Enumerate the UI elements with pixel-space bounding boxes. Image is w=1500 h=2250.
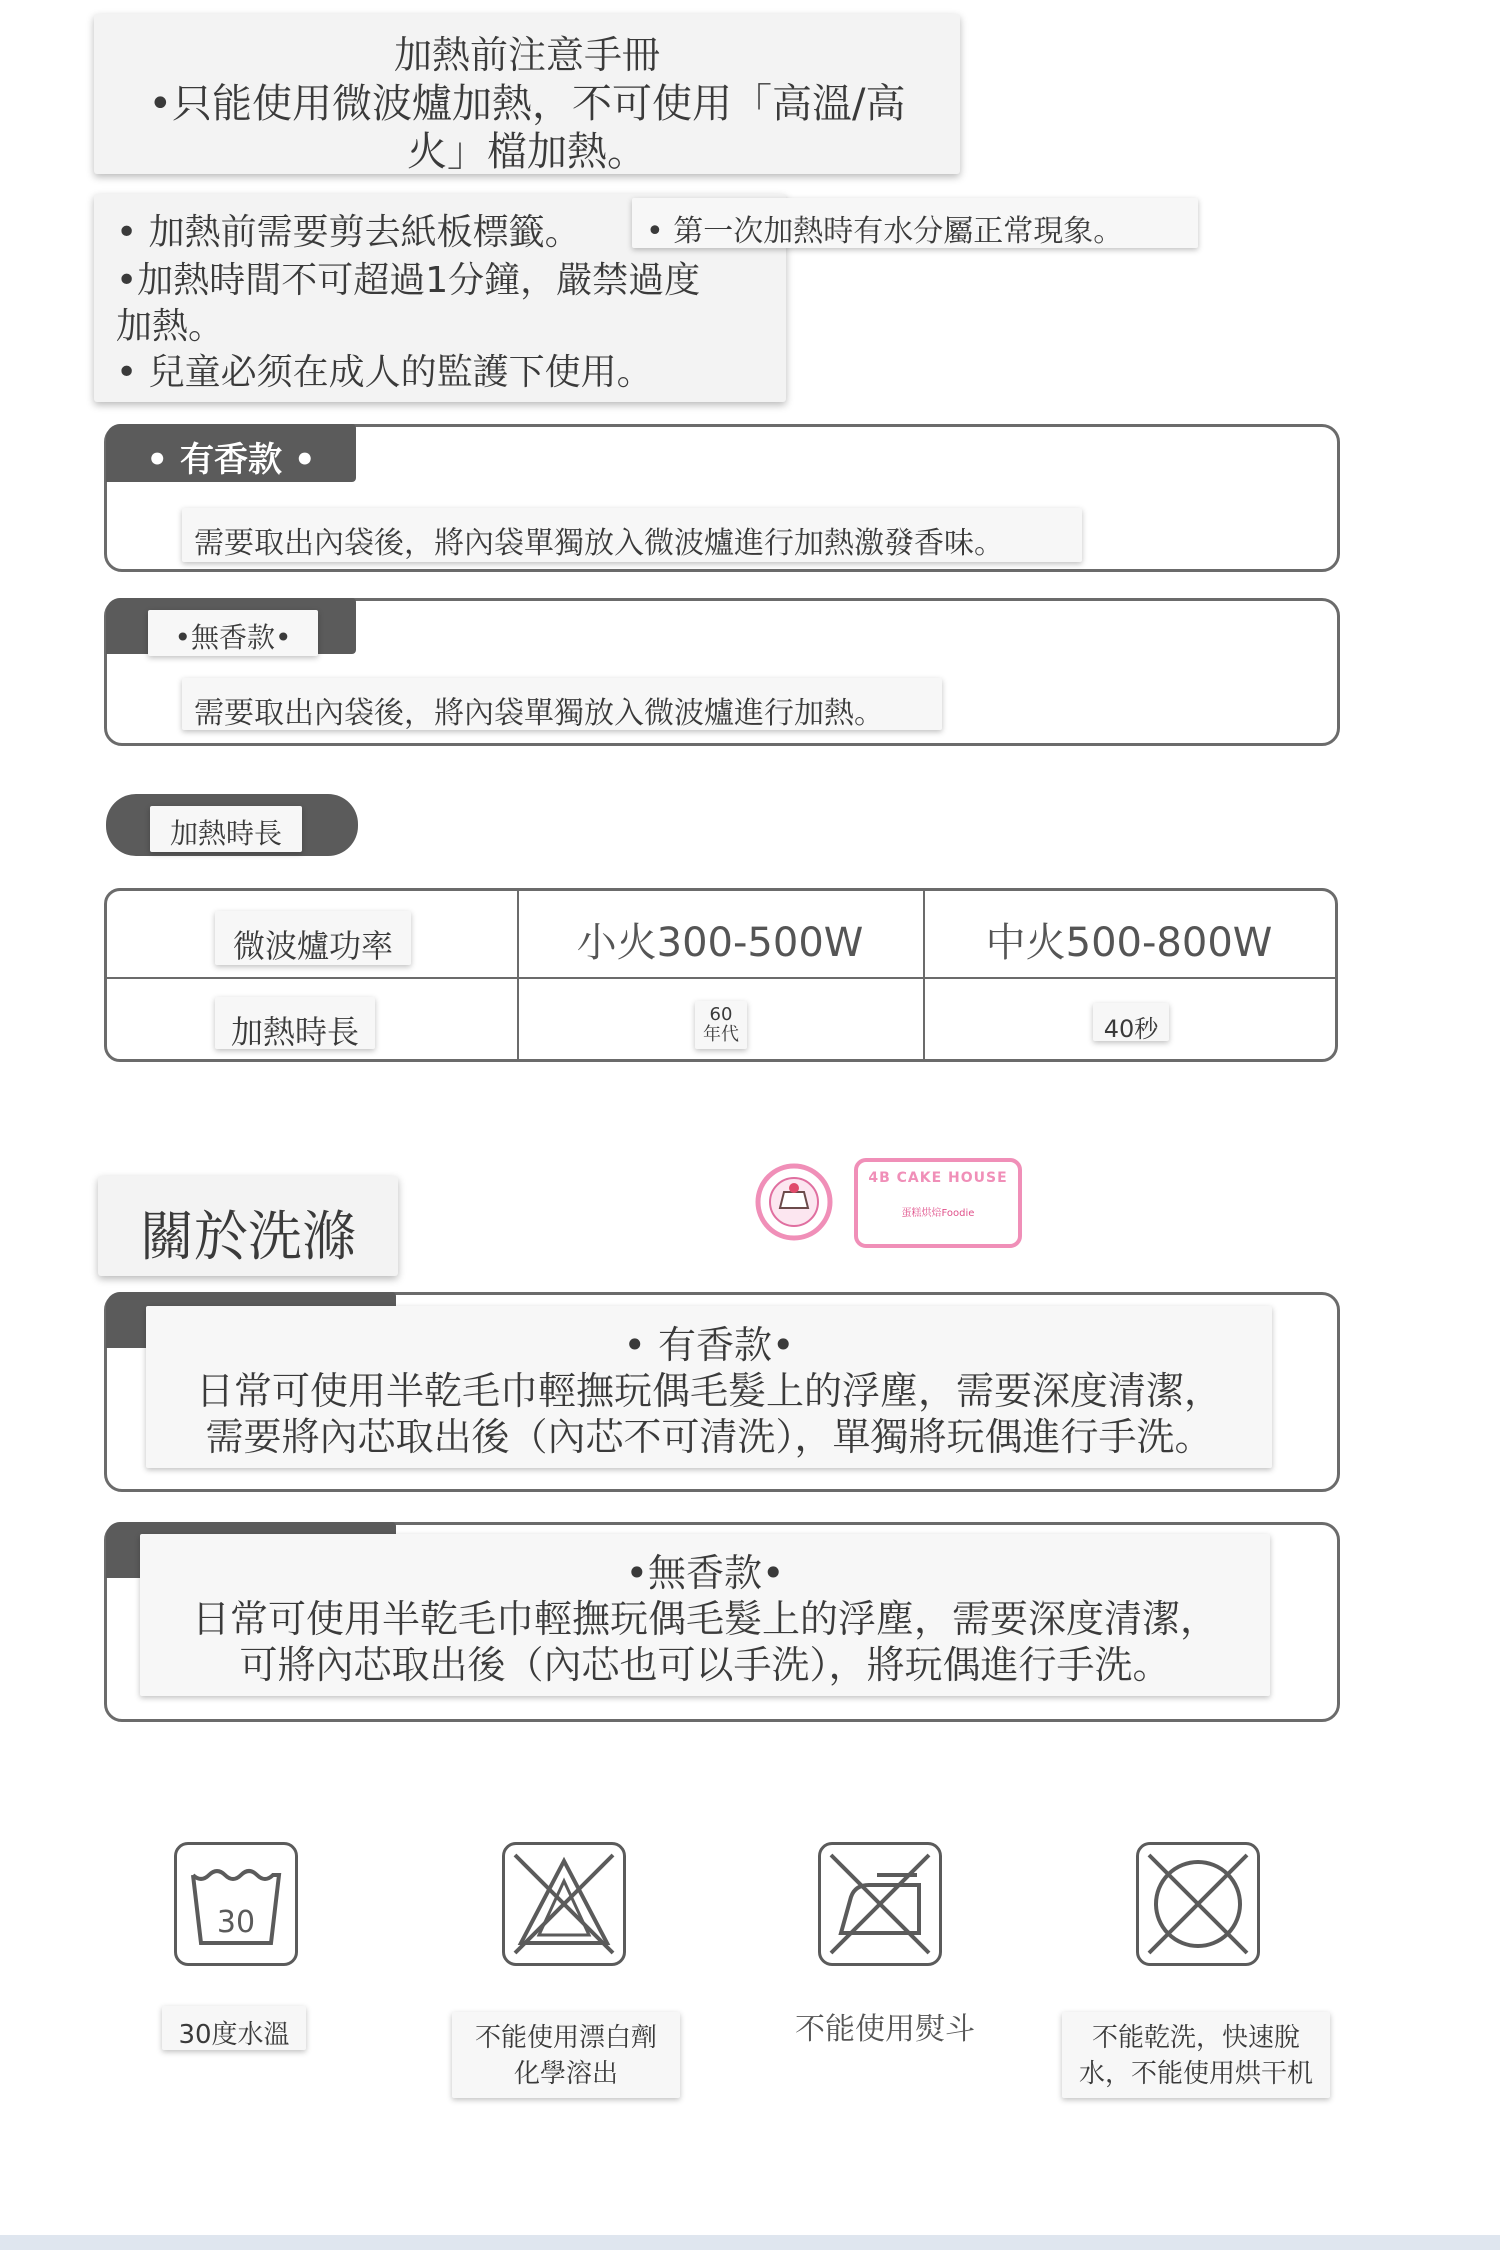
heating-note-4: • 兒童必须在成人的監護下使用。 — [116, 352, 653, 393]
table-header-mid: 中火500-800W — [985, 920, 1273, 966]
time-tag-card — [150, 806, 302, 852]
wash-unscented-heading: •無香款• — [625, 1551, 785, 1595]
no-dryclean-graphic — [1139, 1845, 1257, 1963]
care-label-4: 不能乾洗，快速脫水，不能使用烘干机 — [1078, 2023, 1313, 2089]
heating-note-side: • 第一次加熱時有水分屬正常現象。 — [646, 214, 1124, 249]
no-iron-graphic — [821, 1845, 939, 1963]
unscented-tag-label: •無香款• — [174, 621, 292, 654]
wash-unscented-card — [140, 1534, 1270, 1696]
brand-logo-name: 4B CAKE HOUSE — [868, 1170, 1008, 1186]
brand-logo — [752, 1148, 1032, 1256]
wash-30-icon — [174, 1842, 298, 1966]
wash-30-number: 30 — [216, 1905, 256, 1940]
heating-note-1: • 加熱前需要剪去紙板標籤。 — [116, 212, 581, 253]
no-bleach-icon — [502, 1842, 626, 1966]
table-low-time-card — [695, 1001, 747, 1049]
table-mid-time-card — [1093, 1003, 1169, 1041]
wash-unscented-line2: 可將內芯取出後（內芯也可以手洗），將玩偶進行手洗。 — [239, 1643, 1171, 1687]
heating-note-side-card — [632, 198, 1198, 248]
wash-scented-heading: • 有香款• — [623, 1323, 795, 1367]
wash-30-graphic — [177, 1845, 295, 1963]
table-mid-time: 40秒 — [1103, 1015, 1159, 1043]
heating-rule-line1: •只能使用微波爐加熱，不可使用「高溫/高 — [148, 81, 906, 127]
care-label-1-card — [162, 2006, 306, 2050]
unscented-tag-card — [148, 610, 318, 656]
no-dryclean-icon — [1136, 1842, 1260, 1966]
no-iron-icon — [818, 1842, 942, 1966]
wash-scented-line2: 需要將內芯取出後（內芯不可清洗），單獨將玩偶進行手洗。 — [205, 1415, 1213, 1459]
table-header-label-card — [215, 911, 411, 965]
wash-title: 關於洗滌 — [140, 1205, 356, 1268]
time-tag-label: 加熱時長 — [169, 817, 282, 850]
scented-tag-label: • 有香款 • — [146, 440, 316, 480]
table-low-time: 60年代 — [703, 1004, 739, 1045]
heating-title: 加熱前注意手冊 — [393, 33, 660, 77]
table-row-label-card — [215, 997, 375, 1049]
care-label-4-card — [1062, 2012, 1330, 2098]
care-label-1: 30度水溫 — [178, 2020, 290, 2050]
wash-scented-line1: 日常可使用半乾毛巾輕撫玩偶毛髮上的浮塵，需要深度清潔， — [195, 1369, 1222, 1413]
table-header-power: 微波爐功率 — [232, 927, 393, 965]
heating-title-card — [94, 14, 960, 174]
wash-title-card — [98, 1176, 398, 1276]
unscented-text: 需要取出內袋後，將內袋單獨放入微波爐進行加熱。 — [194, 696, 884, 731]
brand-logo-sub: 蛋糕烘焙Foodie — [901, 1208, 975, 1219]
table-row-label: 加熱時長 — [230, 1013, 359, 1051]
brand-logo-graphic — [752, 1148, 1032, 1256]
care-label-2: 不能使用漂白劑化學溶出 — [474, 2023, 657, 2089]
heating-note-3: 加熱。 — [116, 306, 225, 347]
scented-text: 需要取出內袋後，將內袋單獨放入微波爐進行加熱激發香味。 — [194, 526, 1004, 561]
table-row-divider — [107, 977, 1335, 979]
care-label-2-card — [452, 2012, 680, 2098]
heating-rule-line2: 火」檔加熱。 — [407, 129, 647, 175]
table-header-low: 小火300-500W — [576, 920, 864, 966]
care-label-3: 不能使用熨斗 — [795, 2012, 975, 2047]
heating-note-2: •加熱時間不可超過1分鐘，嚴禁過度 — [116, 260, 701, 301]
wash-scented-card — [146, 1306, 1272, 1468]
scented-text-card — [182, 508, 1082, 562]
footer-bar — [0, 2235, 1500, 2250]
heating-table — [104, 888, 1338, 1062]
scented-tag — [106, 424, 356, 482]
no-bleach-graphic — [505, 1845, 623, 1963]
wash-unscented-line1: 日常可使用半乾毛巾輕撫玩偶毛髮上的浮塵，需要深度清潔， — [191, 1597, 1218, 1641]
unscented-text-card — [182, 678, 942, 730]
